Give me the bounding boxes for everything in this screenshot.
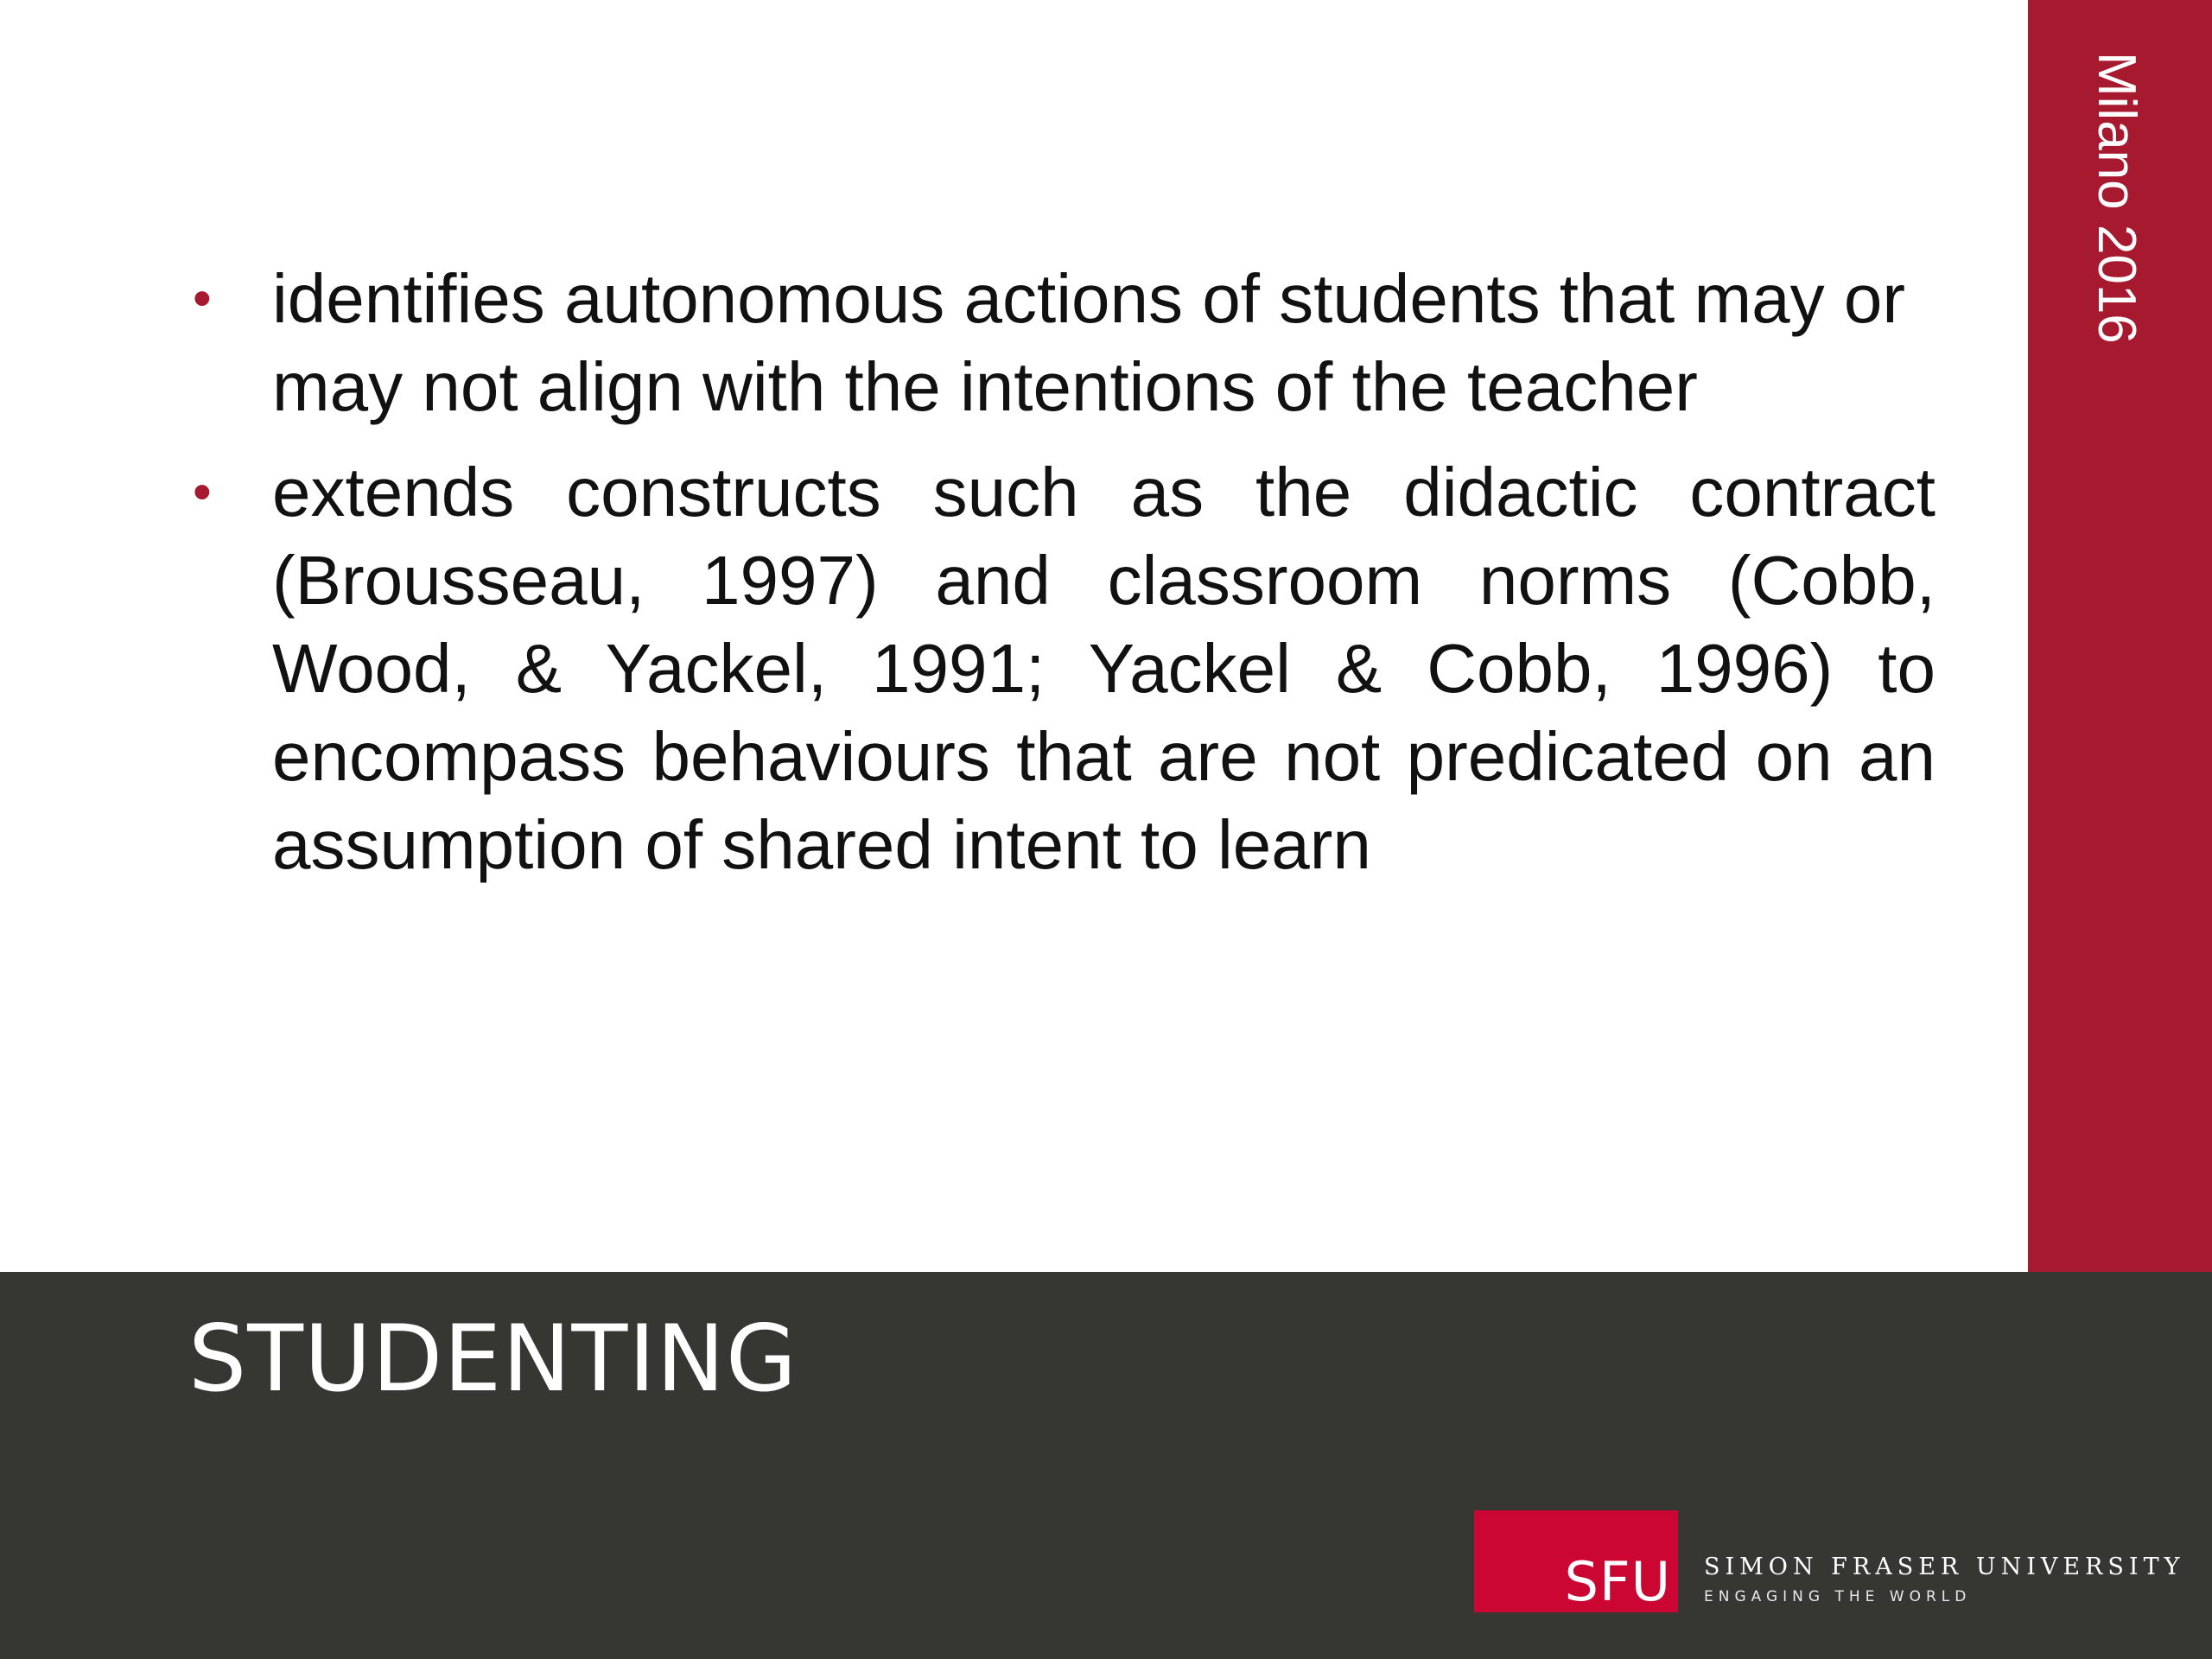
slide-body xyxy=(186,255,1936,906)
logo-abbreviation: SFU xyxy=(1564,1550,1671,1613)
bullet-icon: • xyxy=(193,462,212,522)
logo-name: SIMON FRASER UNIVERSITY xyxy=(1704,1554,2185,1580)
logo-tagline: ENGAGING THE WORLD xyxy=(1704,1588,1972,1605)
university-logo xyxy=(1474,1510,2185,1613)
bullet-item xyxy=(186,448,1936,889)
side-bar-label: Milano 2016 xyxy=(2087,52,2146,344)
bullet-item xyxy=(186,255,1936,431)
bullet-icon: • xyxy=(193,269,212,328)
slide-title: STUDENTING xyxy=(188,1306,798,1412)
bullet-list xyxy=(186,255,1936,889)
logo-mark xyxy=(1474,1510,1678,1612)
bullet-text: extends constructs such as the didactic contract (Brousseau, 1997) and classroom norms (Cobb, Wood, & Yackel, 1991; Yackel & Cobb, 1996) to encompass behaviours that are not predicated on an assumption of shared intent to learn xyxy=(272,454,1936,883)
bullet-text: identifies autonomous actions of students that may or may not align with the intentions of the teacher xyxy=(272,260,1905,425)
